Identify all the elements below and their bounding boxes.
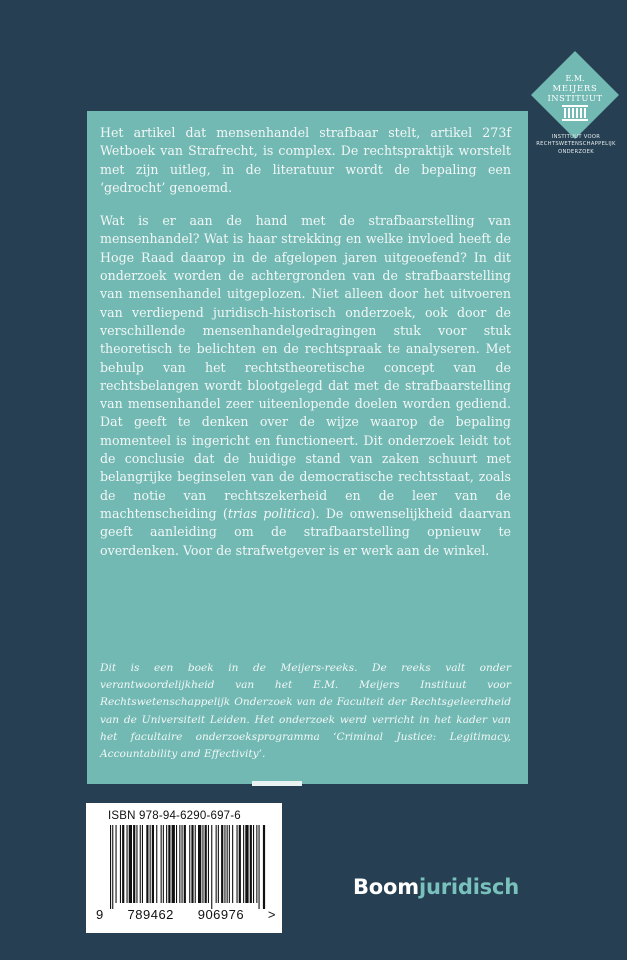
publisher-logo bbox=[353, 875, 519, 899]
blurb-paragraph-2 bbox=[100, 212, 511, 560]
publisher-name-part2: juridisch bbox=[418, 875, 519, 899]
barcode-bar bbox=[245, 825, 248, 903]
barcode-bar bbox=[224, 825, 225, 903]
blurb-text bbox=[100, 124, 511, 575]
barcode-bar bbox=[172, 825, 175, 903]
barcode-bar bbox=[116, 825, 117, 903]
isbn-label: ISBN 978-94-6290-697-6 bbox=[108, 810, 241, 822]
barcode-bar bbox=[229, 825, 230, 903]
barcode-bar bbox=[112, 825, 113, 909]
barcode-bar bbox=[136, 825, 137, 903]
barcode-bar bbox=[127, 825, 128, 903]
barcode-bar bbox=[256, 825, 257, 903]
logo-line-3: INSTITUUT bbox=[547, 93, 603, 103]
barcode-bar bbox=[152, 825, 154, 903]
barcode-bar bbox=[122, 825, 124, 903]
barcode-bar bbox=[202, 825, 203, 903]
barcode-bar bbox=[120, 825, 121, 903]
logo-line-2: MEIJERS bbox=[552, 83, 598, 93]
blurb-paragraph-2-start: Wat is er aan de hand met de strafbaarstelling van mensenhandel? Wat is haar strekking en welke invloed heeft de Hoge Raad daarop in de afgelopen jaren uitgeoefend? In dit onderzoek worden de achtergronden van de strafbaarstelling van mensenhandel uitgeplozen. Niet alleen door het uitvoeren van verdiepend juridisch-historisch onderzoek, ook door de verschillende mensenhandelgedragingen stuk voor stuk theoretisch te belichten en de rechtspraak te analyseren. Met behulp van het rechtstheoretische concept van de rechtsbelangen wordt blootgelegd dat met de strafbaarstelling van mensenhandel zeer uiteenlopende doelen worden gediend. Dat geeft te denken over de wijze waarop de bepaling momenteel is ingericht en functioneert. Dit onderzoek leidt tot de conclusie dat de huidige stand van zaken schuurt met belangrijke beginselen van de democratische rechtsstaat, zoals de notie van rechtszekerheid en de leer van de machtenscheiding ( bbox=[100, 213, 511, 521]
barcode-bar bbox=[166, 825, 167, 903]
barcode-bar bbox=[146, 825, 148, 903]
barcode-bar bbox=[195, 825, 196, 903]
barcode-bar bbox=[227, 825, 228, 903]
barcode-bar bbox=[259, 825, 260, 909]
barcode-bar bbox=[218, 825, 219, 903]
logo-caption-line: INSTITUUT VOOR bbox=[551, 134, 601, 140]
logo-caption bbox=[526, 134, 626, 156]
barcode-bar bbox=[161, 825, 162, 903]
barcode-bar bbox=[237, 825, 238, 903]
barcode-bar bbox=[179, 825, 180, 903]
barcode-bar bbox=[150, 825, 151, 903]
barcode-bar bbox=[168, 825, 170, 903]
logo-caption-line: ONDERZOEK bbox=[558, 148, 594, 155]
barcode-bars bbox=[108, 825, 268, 911]
barcode-bar bbox=[208, 825, 209, 903]
barcode-bar bbox=[133, 825, 135, 903]
barcode-digits bbox=[96, 907, 276, 922]
barcode-digit-group: 906976 bbox=[197, 907, 245, 922]
barcode-bar bbox=[129, 825, 132, 903]
barcode-bar bbox=[232, 825, 233, 903]
trias-politica-term: trias politica bbox=[227, 505, 311, 521]
barcode-bar bbox=[110, 825, 111, 909]
barcode-bar bbox=[142, 825, 143, 903]
series-note: Dit is een boek in de Meijers-reeks. De reeks valt onder verantwoordelijkheid van het E.M. Meijers Instituut voor Rechtswetenschappelijk Onderzoek van de Faculteit der Rechtsgeleerdheid van de Universiteit Leiden. Het onderzoek werd verricht in het kader van het facultaire onderzoeksprogramma ‘Criminal Justice: Legitimacy, Accountability and Effectivity’. bbox=[100, 662, 511, 761]
barcode-bar bbox=[198, 825, 201, 903]
logo-line-1: E.M. bbox=[565, 74, 585, 83]
barcode-bar bbox=[156, 825, 157, 903]
barcode-digit-group: 789462 bbox=[127, 907, 174, 922]
barcode-bar bbox=[216, 825, 217, 903]
blurb-paragraph-1: Het artikel dat mensenhandel strafbaar stelt, artikel 273f Wetboek van Strafrecht, is complex. De rechtspraktijk worstelt met zijn uitleg, in de literatuur wordt de bepaling een ‘gedrocht’ genoemd. bbox=[100, 125, 511, 195]
barcode-bar bbox=[176, 825, 177, 903]
barcode-digit-group: 9 bbox=[96, 907, 104, 922]
meijers-institute-logo bbox=[528, 48, 622, 142]
blurb-paragraph-2-end: ). De onwenselijkheid daarvan geeft aanleiding om de strafbaarstelling opnieuw te overdenken. Voor de strafwetgever is er werk aan de winkel. bbox=[100, 505, 512, 558]
barcode-bar bbox=[250, 825, 252, 903]
barcode-bar bbox=[140, 825, 141, 903]
barcode-bar bbox=[182, 825, 183, 903]
panel-notch bbox=[252, 781, 302, 786]
barcode-bar bbox=[221, 825, 223, 903]
barcode-bar bbox=[263, 825, 265, 909]
barcode-bar bbox=[191, 825, 193, 903]
barcode-bar bbox=[253, 825, 254, 903]
barcode-bar bbox=[184, 825, 186, 903]
barcode-bar bbox=[211, 825, 212, 909]
barcode-bar bbox=[189, 825, 190, 903]
barcode-digit-group: > bbox=[267, 907, 276, 922]
barcode-bar bbox=[243, 825, 244, 903]
barcode-bar bbox=[239, 825, 241, 903]
publisher-name-part1: Boom bbox=[353, 875, 419, 899]
logo-caption-line: RECHTSWETENSCHAPPELIJK bbox=[536, 141, 616, 148]
barcode-bar bbox=[205, 825, 207, 903]
barcode-bar bbox=[163, 825, 164, 903]
